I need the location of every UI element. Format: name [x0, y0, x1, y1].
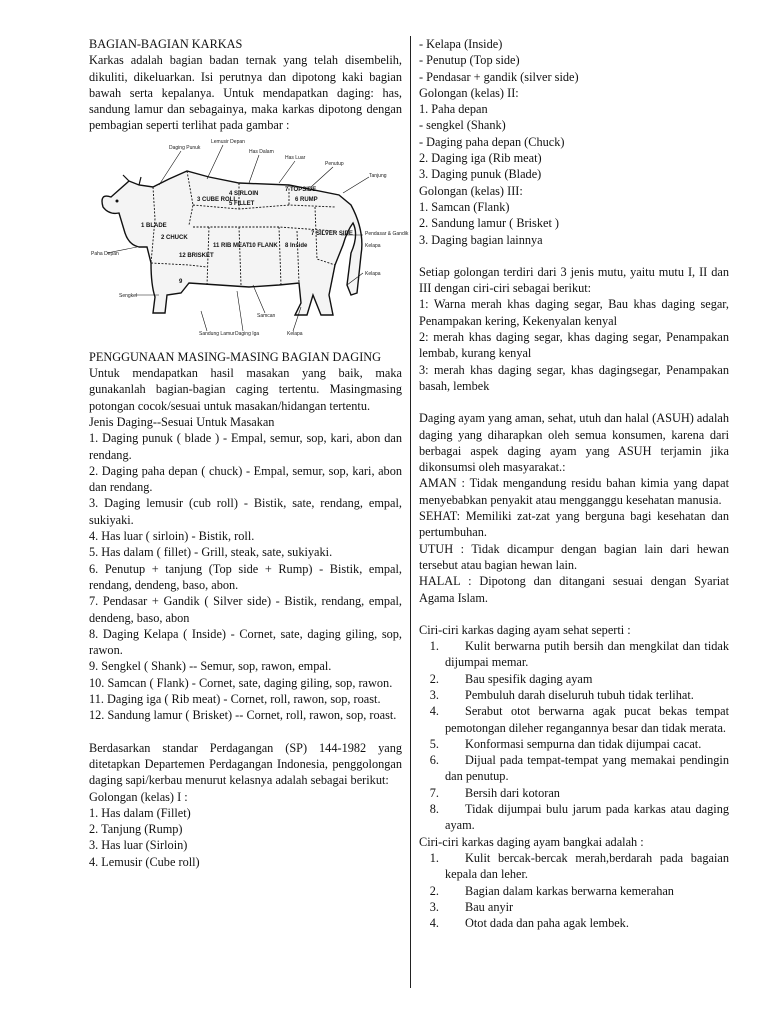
quality-item: 3: merah khas daging segar, khas dagingsegar, Penampakan basah, lembek: [419, 362, 729, 393]
region-cube-roll: 3 CUBE ROLL: [197, 196, 238, 203]
asuh-item-aman: AMAN : Tidak mengandung residu bahan kimia yang dapat menyebabkan penyakit atau mengganggu kesehatan manusia.: [419, 476, 729, 507]
region-blade: 1 BLADE: [141, 222, 167, 229]
class3-list: [419, 199, 729, 248]
region-silver-side: 7 SILVER SIDE: [311, 230, 353, 237]
usage-heading: [89, 349, 402, 365]
label-pendasar-gandik: Pendasar & Gandik: [365, 230, 409, 237]
quality-item: 2: merah khas daging segar, khas daging segar, Penampakan lembab, kurang kenyal: [419, 330, 729, 361]
healthy-item-number: 1.: [429, 639, 439, 654]
class2-title: Golongan (kelas) II:: [419, 85, 519, 100]
label-tanjung: Tanjung: [369, 172, 387, 179]
carcass-item-text: Otot dada dan paha agak lembek.: [465, 916, 629, 931]
class1-cont-list: [419, 36, 729, 85]
healthy-item-text: Konformasi sempurna dan tidak dijumpai cacat.: [465, 736, 702, 751]
class2-list: [419, 101, 729, 182]
standard-paragraph: Berdasarkan standar Perdagangan (SP) 144-1982 yang ditetapkan Departemen Perdagangan Indonesia, penggolongan daging sapi/kerbau menurut kelasnya adalah sebagai berikut:: [89, 740, 402, 788]
class1-item: 2. Tanjung (Rump): [89, 822, 183, 837]
column-divider: [410, 36, 411, 988]
asuh-list: [419, 475, 729, 605]
usage-item: 12. Sandung lamur ( Brisket) -- Cornet, roll, rawon, sop, roast.: [89, 708, 397, 723]
healthy-item-text: Pembuluh darah diseluruh tubuh tidak terlihat.: [465, 687, 694, 702]
label-sandung-lamur: Sandung Lamur: [199, 330, 235, 337]
class1-item: 4. Lemusir (Cube roll): [89, 854, 200, 869]
usage-subtitle: Jenis Daging--Sesuai Untuk Masakan: [89, 414, 275, 429]
intro-paragraph: Karkas adalah bagian badan ternak yang telah disembelih, dikuliti, dikeluarkan. Isi perutnya dan dipotong kaki bagian bawah serta kepalanya. Untuk mendapatkan daging: has, sandung lamur dan sebagainya, maka karkas dipotong dengan pembagian seperti terlihat pada gambar :: [89, 53, 402, 133]
healthy-list: [419, 638, 729, 834]
region-flank: 10 FLANK: [249, 242, 278, 249]
left-column: [89, 36, 409, 870]
class3-item: 3. Daging bagian lainnya: [419, 232, 543, 247]
quality-item: 1: Warna merah khas daging segar, Bau khas daging segar, Penampakan kering, Kekenyalan kenyal: [419, 297, 729, 328]
cow-eye: [116, 199, 119, 202]
healthy-item: [419, 785, 729, 801]
class1-item: 1. Has dalam (Fillet): [89, 805, 191, 820]
beef-cuts-svg: [89, 135, 409, 345]
carcass-title: Ciri-ciri karkas daging ayam bangkai adalah :: [419, 834, 644, 849]
healthy-item: [419, 736, 729, 752]
healthy-title: Ciri-ciri karkas daging ayam sehat seperti :: [419, 622, 631, 637]
carcass-item-number: 2.: [429, 883, 439, 898]
class1-cont-item: - Pendasar + gandik (silver side): [419, 69, 579, 84]
carcass-item: [419, 850, 729, 883]
usage-intro: Untuk mendapatkan hasil masakan yang baik, maka gunakanlah bagian-bagian caging tertentu. Masingmasing potongan cocok/sesuai untuk masakan/hidangan tertentu.: [89, 366, 402, 413]
usage-item: 10. Samcan ( Flank) - Cornet, sate, daging giling, sop, rawon.: [89, 675, 393, 690]
quality-list: [419, 296, 729, 394]
usage-item: 11. Daging iga ( Rib meat) - Cornet, roll, rawon, sop, roast.: [89, 692, 381, 707]
beef-cuts-diagram: [89, 135, 409, 345]
usage-item: 6. Penutup + tanjung (Top side + Rump) - Bistik, empal, rendang, dendeng, baso, abon.: [89, 561, 402, 592]
spacer: [419, 394, 729, 410]
healthy-item-text: Bersih dari kotoran: [465, 785, 560, 800]
healthy-item-number: 2.: [429, 671, 439, 686]
class3-title: Golongan (kelas) III:: [419, 183, 523, 198]
healthy-item: [419, 703, 729, 736]
healthy-item: [419, 638, 729, 671]
usage-item: 4. Has luar ( sirloin) - Bistik, roll.: [89, 529, 255, 544]
region-rib-meat: 11 RIB MEAT: [213, 242, 250, 249]
carcass-item-number: 1.: [429, 850, 439, 865]
usage-item: 9. Sengkel ( Shank) -- Semur, sop, rawon, empal.: [89, 659, 332, 674]
usage-item: 5. Has dalam ( fillet) - Grill, steak, sate, sukiyaki.: [89, 545, 333, 560]
label-kelapa-side: Kelapa: [365, 242, 381, 249]
carcass-list: [419, 850, 729, 931]
carcass-item-number: 3.: [429, 899, 439, 914]
region-chuck: 2 CHUCK: [161, 234, 188, 241]
carcass-item-text: Bagian dalam karkas berwarna kemerahan: [465, 883, 674, 898]
label-samcan: Samcan: [257, 312, 276, 319]
healthy-item-text: Serabut otot berwarna agak pucat bekas tempat pemotongan dileher regangannya besar dan tidak merata.: [445, 704, 729, 735]
spacer: [419, 606, 729, 622]
class1-cont-item: - Kelapa (Inside): [419, 37, 503, 51]
class1-title: Golongan (kelas) I :: [89, 789, 188, 804]
class2-item: 2. Daging iga (Rib meat): [419, 151, 542, 166]
healthy-item-text: Bau spesifik daging ayam: [465, 671, 593, 686]
region-fillet: 5 FILLET: [229, 200, 255, 207]
carcass-item: [419, 883, 729, 899]
usage-item: 2. Daging paha depan ( chuck) - Empal, semur, sop, kari, abon dan rendang.: [89, 463, 402, 495]
healthy-item-number: 5.: [429, 736, 439, 751]
usage-item: 1. Daging punuk ( blade ) - Empal, semur, sop, kari, abon dan rendang.: [89, 431, 402, 462]
healthy-item-number: 8.: [429, 802, 439, 817]
usage-heading-line: [89, 349, 402, 365]
region-topside: 7 TOPSIDE: [285, 186, 317, 193]
usage-heading-text: PENGGUNAAN MASING-MASING BAGIAN DAGING: [89, 349, 382, 364]
carcass-item-number: 4.: [429, 916, 439, 931]
healthy-item-number: 3.: [429, 687, 439, 702]
spacer: [419, 248, 729, 264]
class2-item: 3. Daging punuk (Blade): [419, 167, 542, 182]
label-kelapa: Kelapa: [287, 330, 303, 337]
class2-item: - sengkel (Shank): [419, 118, 506, 133]
section-title: BAGIAN-BAGIAN KARKAS: [89, 37, 243, 51]
carcass-item-text: Kulit bercak-bercak merah,berdarah pada bagaian kepala dan leher.: [445, 850, 729, 882]
healthy-item: [419, 801, 729, 834]
label-lemusir-depan: Lemusir Depan: [211, 138, 245, 145]
asuh-item-sehat: SEHAT: Memiliki zat-zat yang berguna bagi kesehatan dan pertumbuhan.: [419, 509, 729, 540]
region-brisket: 12 BRISKET: [179, 252, 214, 259]
usage-list: [89, 430, 402, 723]
healthy-item-text: Dijual pada tempat-tempat yang memakai pendingin dan penutup.: [445, 753, 729, 784]
label-daging-iga: Daging Iga: [235, 330, 260, 337]
class3-item: 1. Samcan (Flank): [419, 199, 510, 214]
healthy-item-text: Kulit berwarna putih bersih dan mengkilat dan tidak dijumpai memar.: [445, 639, 729, 670]
usage-item: 3. Daging lemusir (cub roll) - Bistik, sate, rendang, empal, sukiyaki.: [89, 496, 402, 527]
class1-cont-item: - Penutup (Top side): [419, 53, 520, 68]
label-has-luar: Has Luar: [285, 154, 306, 161]
class1-list: [89, 805, 402, 870]
healthy-item: [419, 687, 729, 703]
usage-item: 8. Daging Kelapa ( Inside) - Cornet, sate, daging giling, sop, rawon.: [89, 626, 402, 658]
region-rump: 6 RUMP: [295, 196, 318, 203]
carcass-item: [419, 915, 729, 931]
healthy-item-number: 4.: [429, 704, 439, 719]
class2-item: - Daging paha depan (Chuck): [419, 134, 565, 149]
quality-intro: Setiap golongan terdiri dari 3 jenis mutu, yaitu mutu I, II dan III dengan ciri-ciri sebagai berikut:: [419, 264, 729, 296]
label-penutup: Penutup: [325, 160, 344, 167]
healthy-item-text: Tidak dijumpai bulu jarum pada karkas atau daging ayam.: [445, 802, 729, 833]
region-sirloin: 4 SIRLOIN: [229, 190, 259, 197]
class1-item: 3. Has luar (Sirloin): [89, 838, 188, 853]
asuh-item-utuh: UTUH : Tidak dicampur dengan bagian lain dari hewan tersebut atau bagian hewan lain.: [419, 541, 729, 572]
label-has-dalam: Has Dalam: [249, 148, 274, 155]
label-paha-depan: Paha Depan: [91, 250, 119, 257]
asuh-item-halal: HALAL : Dipotong dan ditangani sesuai dengan Syariat Agama Islam.: [419, 574, 729, 605]
label-daging-punuk: Daging Punuk: [169, 144, 201, 151]
right-column: [419, 36, 729, 931]
region-inside: 8 Inside: [285, 242, 308, 249]
class3-item: 2. Sandung lamur ( Brisket ): [419, 216, 560, 231]
healthy-item-number: 6.: [429, 753, 439, 768]
label-kelapa-side-2: Kelapa: [365, 270, 381, 277]
asuh-intro: Daging ayam yang aman, sehat, utuh dan halal (ASUH) adalah daging yang diharapkan oleh semua konsumen, karena dari berbagai aspek daging ayam yang ASUH terjamin jika dikonsumsi oleh masyarakat.:: [419, 411, 729, 475]
healthy-item: [419, 671, 729, 687]
region-shank: 9: [179, 278, 183, 285]
carcass-item: [419, 899, 729, 915]
healthy-item: [419, 752, 729, 785]
healthy-item-number: 7.: [429, 785, 439, 800]
usage-item: 7. Pendasar + Gandik ( Silver side) - Bistik, rendang, empal, dendeng, baso, abon: [89, 594, 402, 625]
class2-item: 1. Paha depan: [419, 102, 488, 117]
carcass-item-text: Bau anyir: [465, 899, 514, 914]
label-sengkel: Sengkel: [119, 292, 138, 299]
spacer: [89, 724, 402, 740]
